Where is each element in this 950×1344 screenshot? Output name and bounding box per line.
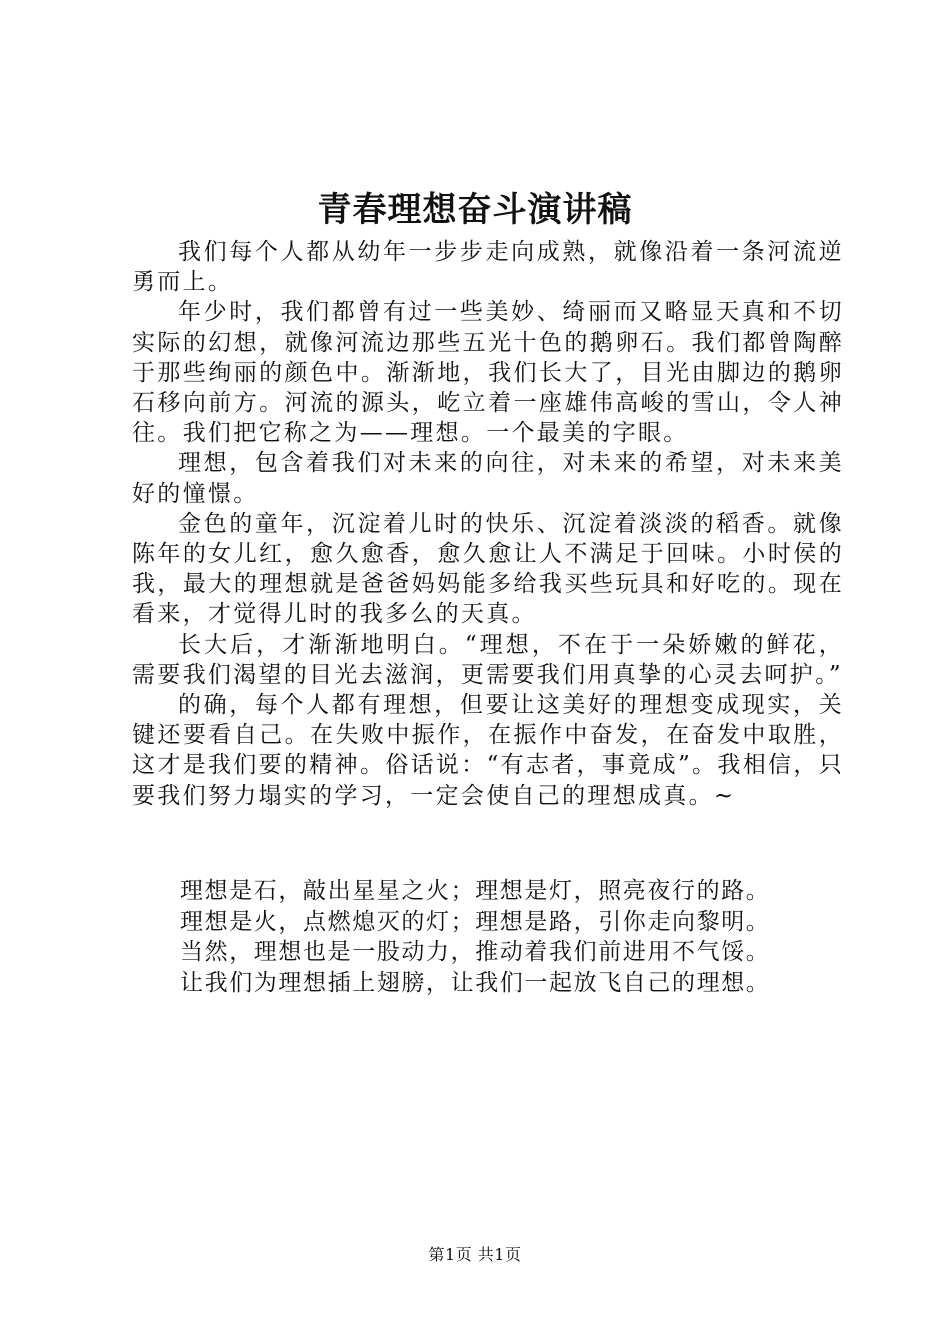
poem-line: 让我们为理想插上翅膀，让我们一起放飞自己的理想。 <box>180 969 771 996</box>
paragraph: 长大后，才渐渐地明白。“理想，不在于一朵娇嫩的鲜花，需要我们渴望的目光去滋润，更需要我们用真挚的心灵去呵护。” <box>132 631 844 688</box>
poem-line: 理想是火，点燃熄灭的灯；理想是路，引你走向黎明。 <box>180 908 771 935</box>
paragraph: 金色的童年，沉淀着儿时的快乐、沉淀着淡淡的稻香。就像陈年的女儿红，愈久愈香，愈久愈让人不满足于回味。小时侯的我，最大的理想就是爸爸妈妈能多给我买些玩具和好吃的。现在看来，才觉得儿时的我多么的天真。 <box>132 510 844 628</box>
document-body <box>132 237 844 811</box>
page-footer: 第1页 共1页 <box>428 1245 522 1264</box>
poem-line: 理想是石，敲出星星之火；理想是灯，照亮夜行的路。 <box>180 878 771 904</box>
paragraph: 我们每个人都从幼年一步步走向成熟，就像沿着一条河流逆勇而上。 <box>132 239 844 296</box>
poem-line: 当然，理想也是一股动力，推动着我们前进用不气馁。 <box>180 939 771 965</box>
document-title: 青春理想奋斗演讲稿 <box>317 190 633 230</box>
paragraph: 理想，包含着我们对未来的向往，对未来的希望，对未来美好的憧憬。 <box>132 450 844 507</box>
paragraph: 年少时，我们都曾有过一些美妙、绮丽而又略显天真和不切实际的幻想，就像河流边那些五光十色的鹅卵石。我们都曾陶醉于那些绚丽的颜色中。渐渐地，我们长大了，目光由脚边的鹅卵石移向前方。河流的源头，屹立着一座雄伟高峻的雪山，令人神往。我们把它称之为——理想。一个最美的字眼。 <box>132 299 844 447</box>
paragraph: 的确，每个人都有理想，但要让这美好的理想变成现实，关键还要看自己。在失败中振作，在振作中奋发，在奋发中取胜，这才是我们要的精神。俗话说：“有志者，事竟成”。我相信，只要我们努力塌实的学习，一定会使自己的理想成真。~ <box>132 692 844 809</box>
poem-block <box>180 876 860 998</box>
